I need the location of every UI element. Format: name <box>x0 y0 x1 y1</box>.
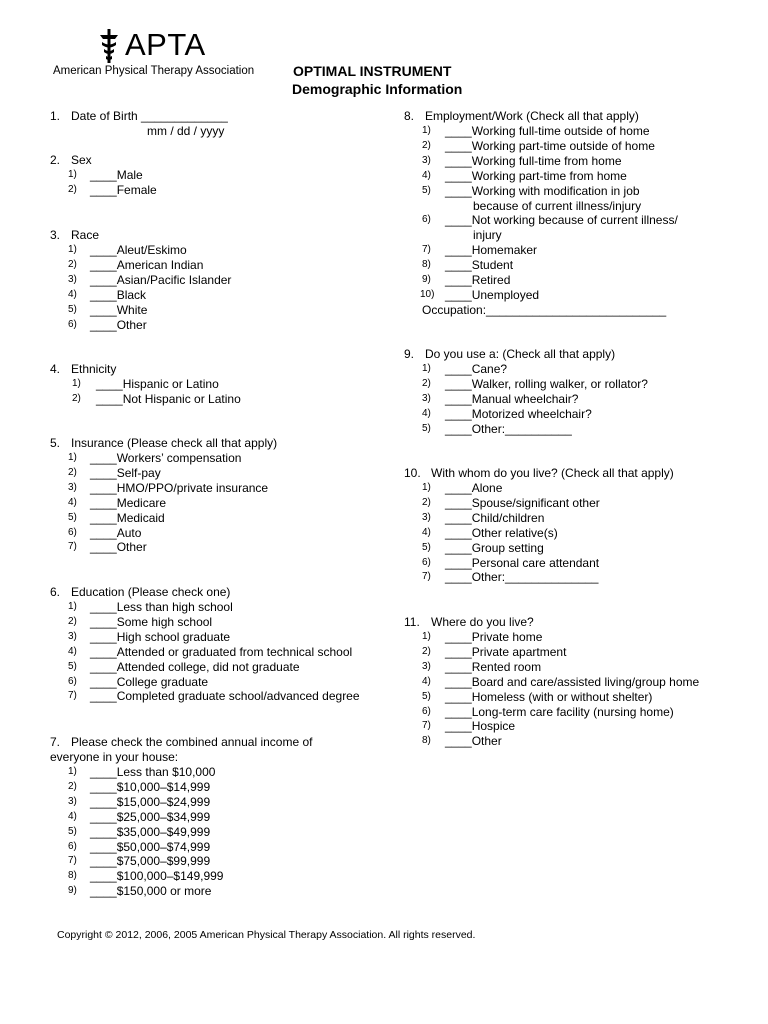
option-label: ____Rented room <box>445 659 542 674</box>
option-label: ____Manual wheelchair? <box>445 391 579 406</box>
option-item[interactable] <box>50 780 350 795</box>
question-date-of-birth <box>50 109 390 139</box>
option-number: 1) <box>68 169 77 180</box>
option-label: ____Long-term care facility (nursing home) <box>445 704 674 719</box>
option-item[interactable] <box>404 719 734 734</box>
question-label: Sex <box>71 153 92 167</box>
option-item[interactable] <box>50 825 350 840</box>
option-number: 7) <box>422 571 431 583</box>
option-number: 5) <box>422 184 431 196</box>
question-label: Do you use a: (Check all that apply) <box>425 347 616 361</box>
option-label: ____$15,000–$24,999 <box>90 794 211 809</box>
question-number: 2. <box>50 153 61 167</box>
option-label: ____Private home <box>445 630 543 644</box>
option-label: ____Not working because of current illness/ <box>445 213 678 228</box>
question-income <box>50 735 350 899</box>
option-label: ____Other:__________ <box>445 421 572 436</box>
question-label: Ethnicity <box>71 362 117 376</box>
option-item[interactable] <box>404 273 734 288</box>
option-label: ____Motorized wheelchair? <box>445 406 592 421</box>
option-item[interactable] <box>50 660 390 675</box>
question-number: 3. <box>50 228 61 242</box>
option-item[interactable] <box>50 288 390 303</box>
option-number: 2) <box>68 780 77 792</box>
question-ethnicity <box>50 362 390 407</box>
option-label: ____Working part-time from home <box>445 168 627 183</box>
option-number: 1) <box>68 452 77 463</box>
option-number: 7) <box>422 244 431 256</box>
option-number: 8) <box>68 870 77 882</box>
option-item[interactable] <box>50 273 390 288</box>
option-item[interactable] <box>50 765 350 780</box>
option-number: 5) <box>422 690 431 702</box>
option-number: 2) <box>68 615 77 627</box>
option-item[interactable] <box>50 318 390 333</box>
option-item[interactable] <box>50 840 350 855</box>
question-number: 9. <box>404 347 415 361</box>
option-item[interactable] <box>404 124 734 139</box>
option-item[interactable] <box>404 511 734 526</box>
question-living-with <box>404 466 734 585</box>
option-label: ____$35,000–$49,999 <box>90 824 211 839</box>
question-sex <box>50 153 390 198</box>
option-number: 9) <box>68 885 77 897</box>
option-item[interactable] <box>404 734 734 749</box>
option-label: ____Retired <box>445 273 511 288</box>
option-label: ____Workers’ compensation <box>90 451 242 465</box>
option-number: 3) <box>68 481 77 493</box>
document-title: OPTIMAL INSTRUMENT <box>293 63 452 79</box>
option-label: ____Working full-time from home <box>445 153 622 168</box>
option-number: 3) <box>68 630 77 642</box>
option-item[interactable] <box>50 511 390 526</box>
option-continuation: because of current illness/injury <box>473 198 642 213</box>
option-number: 5) <box>68 511 77 523</box>
option-label: ____Other:______________ <box>445 570 599 585</box>
option-item[interactable] <box>404 139 734 154</box>
option-label: ____Female <box>90 182 157 197</box>
option-number: 8) <box>422 735 431 747</box>
option-number: 1) <box>68 601 77 612</box>
option-number: 1) <box>422 125 431 136</box>
option-number: 7) <box>68 855 77 867</box>
option-label: ____$75,000–$99,999 <box>90 854 211 869</box>
option-label: ____$25,000–$34,999 <box>90 809 211 824</box>
option-label: ____HMO/PPO/private insurance <box>90 480 269 495</box>
option-label: ____$50,000–$74,999 <box>90 839 211 854</box>
question-number: 4. <box>50 362 61 376</box>
option-label: ____Walker, rolling walker, or rollator? <box>445 376 648 391</box>
option-label: ____Hispanic or Latino <box>96 377 219 391</box>
option-item[interactable] <box>404 496 734 511</box>
option-item[interactable] <box>404 184 734 199</box>
option-label: ____White <box>90 302 148 317</box>
option-label: ____Alone <box>445 481 503 495</box>
question-label: Please check the combined annual income of everyone in your house: <box>50 735 313 764</box>
option-number: 2) <box>68 258 77 270</box>
option-item[interactable] <box>50 645 390 660</box>
option-number: 4) <box>68 810 77 822</box>
option-label: ____Other relative(s) <box>445 525 558 540</box>
option-number: 1) <box>422 363 431 374</box>
option-number: 4) <box>68 288 77 300</box>
option-label: ____Medicare <box>90 495 167 510</box>
option-continuation: injury <box>473 228 502 243</box>
option-item[interactable] <box>50 451 390 466</box>
option-label: ____College graduate <box>90 674 209 689</box>
option-item[interactable] <box>404 407 734 422</box>
option-label: ____Working part-time outside of home <box>445 138 655 153</box>
caduceus-icon <box>98 29 120 63</box>
option-number: 3) <box>422 511 431 523</box>
option-item[interactable] <box>50 377 390 392</box>
option-number: 1) <box>422 631 431 642</box>
option-number: 6) <box>68 840 77 852</box>
option-item[interactable] <box>404 705 734 720</box>
option-number: 6) <box>68 675 77 687</box>
option-number: 4) <box>422 526 431 538</box>
option-number: 2) <box>422 377 431 389</box>
option-item[interactable] <box>50 689 390 704</box>
option-label: ____Other <box>445 734 502 749</box>
option-number: 4) <box>422 675 431 687</box>
option-label: ____Spouse/significant other <box>445 495 600 510</box>
question-education <box>50 585 390 704</box>
option-item[interactable] <box>404 645 734 660</box>
option-number: 2) <box>422 496 431 508</box>
option-number: 10) <box>420 288 435 300</box>
question-mobility-aid <box>404 347 734 437</box>
question-label: Insurance (Please check all that apply) <box>71 436 278 450</box>
option-number: 6) <box>68 318 77 330</box>
option-number: 6) <box>422 705 431 717</box>
option-label: ____Working with modification in job <box>445 183 640 198</box>
option-item[interactable] <box>404 258 734 273</box>
option-label: ____Student <box>445 258 514 273</box>
option-number: 7) <box>68 690 77 702</box>
option-number: 1) <box>72 378 81 389</box>
option-item[interactable] <box>404 392 734 407</box>
option-label: ____$100,000–$149,999 <box>90 869 224 884</box>
option-label: ____High school graduate <box>90 629 231 644</box>
option-label: ____Child/children <box>445 510 545 525</box>
option-number: 6) <box>422 556 431 568</box>
option-item[interactable] <box>50 303 390 318</box>
option-item[interactable] <box>50 630 390 645</box>
option-number: 7) <box>68 541 77 553</box>
question-number: 8. <box>404 109 415 123</box>
option-item[interactable] <box>50 183 390 198</box>
option-item[interactable] <box>404 526 734 541</box>
option-label: ____Not Hispanic or Latino <box>96 391 241 406</box>
question-number: 7. <box>50 735 61 749</box>
option-item[interactable] <box>50 466 390 481</box>
option-label: ____Completed graduate school/advanced degree <box>90 689 360 704</box>
question-number: 5. <box>50 436 61 450</box>
option-item[interactable] <box>50 600 390 615</box>
option-label: ____Less than high school <box>90 600 233 614</box>
option-item[interactable] <box>404 288 734 303</box>
logo-wordmark: APTA <box>125 27 206 62</box>
document-subtitle: Demographic Information <box>292 81 463 97</box>
option-item[interactable] <box>50 496 390 511</box>
option-label: ____Hospice <box>445 719 516 734</box>
option-label: ____Male <box>90 168 143 182</box>
option-number: 4) <box>68 645 77 657</box>
option-item[interactable] <box>404 675 734 690</box>
option-item[interactable] <box>404 556 734 571</box>
option-label: ____Aleut/Eskimo <box>90 243 187 257</box>
question-label: Employment/Work (Check all that apply) <box>425 109 639 123</box>
option-number: 4) <box>422 407 431 419</box>
option-item[interactable] <box>404 213 734 228</box>
option-label: ____Auto <box>90 525 142 540</box>
question-residence <box>404 615 734 749</box>
option-label: ____Some high school <box>90 614 213 629</box>
question-label: With whom do you live? (Check all that apply) <box>431 466 674 480</box>
option-item[interactable] <box>50 675 390 690</box>
option-number: 6) <box>68 526 77 538</box>
option-number: 2) <box>422 139 431 151</box>
option-number: 3) <box>422 154 431 166</box>
option-number: 4) <box>422 169 431 181</box>
option-item[interactable] <box>404 660 734 675</box>
option-number: 1) <box>68 766 77 777</box>
option-number: 2) <box>72 392 81 404</box>
option-label: ____Personal care attendant <box>445 555 600 570</box>
option-item[interactable] <box>50 795 350 810</box>
date-format-hint: mm / dd / yyyy <box>147 124 225 138</box>
option-label: ____Self-pay <box>90 465 161 480</box>
option-number: 2) <box>68 183 77 195</box>
question-label: Where do you live? <box>431 615 534 629</box>
question-number: 1. <box>50 109 61 123</box>
apta-logo <box>53 27 253 83</box>
option-number: 3) <box>422 660 431 672</box>
option-number: 1) <box>422 482 431 493</box>
option-label: ____American Indian <box>90 257 204 272</box>
option-number: 2) <box>68 466 77 478</box>
option-label: ____$10,000–$14,999 <box>90 779 211 794</box>
option-label: ____Medicaid <box>90 510 165 525</box>
question-number: 11. <box>404 615 420 629</box>
option-item[interactable] <box>404 362 734 377</box>
option-item[interactable] <box>50 540 390 555</box>
question-number: 6. <box>50 585 61 599</box>
option-label: ____Other <box>90 540 147 555</box>
question-race <box>50 228 390 332</box>
option-number: 3) <box>68 795 77 807</box>
option-number: 5) <box>422 541 431 553</box>
option-label: ____$150,000 or more <box>90 884 212 899</box>
question-insurance <box>50 436 390 555</box>
option-label: ____Attended or graduated from technical school <box>90 644 353 659</box>
option-item[interactable] <box>50 481 390 496</box>
option-number: 3) <box>422 392 431 404</box>
option-label: ____Working full-time outside of home <box>445 124 650 138</box>
option-item[interactable] <box>50 243 390 258</box>
option-label: ____Black <box>90 287 147 302</box>
question-number: 10. <box>404 466 421 480</box>
option-number: 9) <box>422 274 431 286</box>
option-item[interactable] <box>404 377 734 392</box>
option-item[interactable] <box>50 869 350 884</box>
option-number: 5) <box>68 303 77 315</box>
option-label: ____Private apartment <box>445 644 567 659</box>
option-number: 6) <box>422 214 431 226</box>
option-label: ____Homemaker <box>445 243 538 258</box>
option-number: 8) <box>422 259 431 271</box>
option-item[interactable] <box>404 169 734 184</box>
option-number: 3) <box>68 273 77 285</box>
option-number: 2) <box>422 645 431 657</box>
option-item[interactable] <box>404 570 734 585</box>
occupation-field[interactable]: Occupation:___________________________ <box>422 302 667 317</box>
question-employment <box>404 109 734 318</box>
option-item[interactable] <box>404 154 734 169</box>
question-label: Race <box>71 228 100 242</box>
option-label: ____Less than $10,000 <box>90 765 216 779</box>
logo-subtitle: American Physical Therapy Association <box>53 65 255 77</box>
option-number: 7) <box>422 720 431 732</box>
question-label: Education (Please check one) <box>71 585 231 599</box>
option-label: ____Other <box>90 317 147 332</box>
option-number: 5) <box>68 660 77 672</box>
option-item[interactable] <box>50 258 390 273</box>
option-item[interactable] <box>50 810 350 825</box>
option-label: ____Unemployed <box>445 287 540 302</box>
option-item[interactable] <box>50 168 390 183</box>
option-item[interactable] <box>50 526 390 541</box>
option-label: ____Attended college, did not graduate <box>90 659 300 674</box>
option-label: ____Asian/Pacific Islander <box>90 272 232 287</box>
option-number: 5) <box>68 825 77 837</box>
option-item[interactable] <box>404 630 734 645</box>
option-item[interactable] <box>50 615 390 630</box>
option-item[interactable] <box>50 884 350 899</box>
option-item[interactable] <box>50 392 390 407</box>
option-number: 1) <box>68 244 77 255</box>
option-number: 4) <box>68 496 77 508</box>
option-item[interactable] <box>404 690 734 705</box>
option-item[interactable] <box>404 243 734 258</box>
copyright-notice: Copyright © 2012, 2006, 2005 American Physical Therapy Association. All rights reserved. <box>57 929 476 941</box>
option-item[interactable] <box>50 854 350 869</box>
option-item[interactable] <box>404 481 734 496</box>
option-item[interactable] <box>404 541 734 556</box>
option-label: ____Cane? <box>445 362 508 376</box>
option-label: ____Homeless (with or without shelter) <box>445 689 653 704</box>
question-label[interactable]: Date of Birth _____________ <box>71 109 228 123</box>
option-label: ____Board and care/assisted living/group home <box>445 674 700 689</box>
option-number: 5) <box>422 422 431 434</box>
option-item[interactable] <box>404 422 734 437</box>
option-label: ____Group setting <box>445 540 544 555</box>
